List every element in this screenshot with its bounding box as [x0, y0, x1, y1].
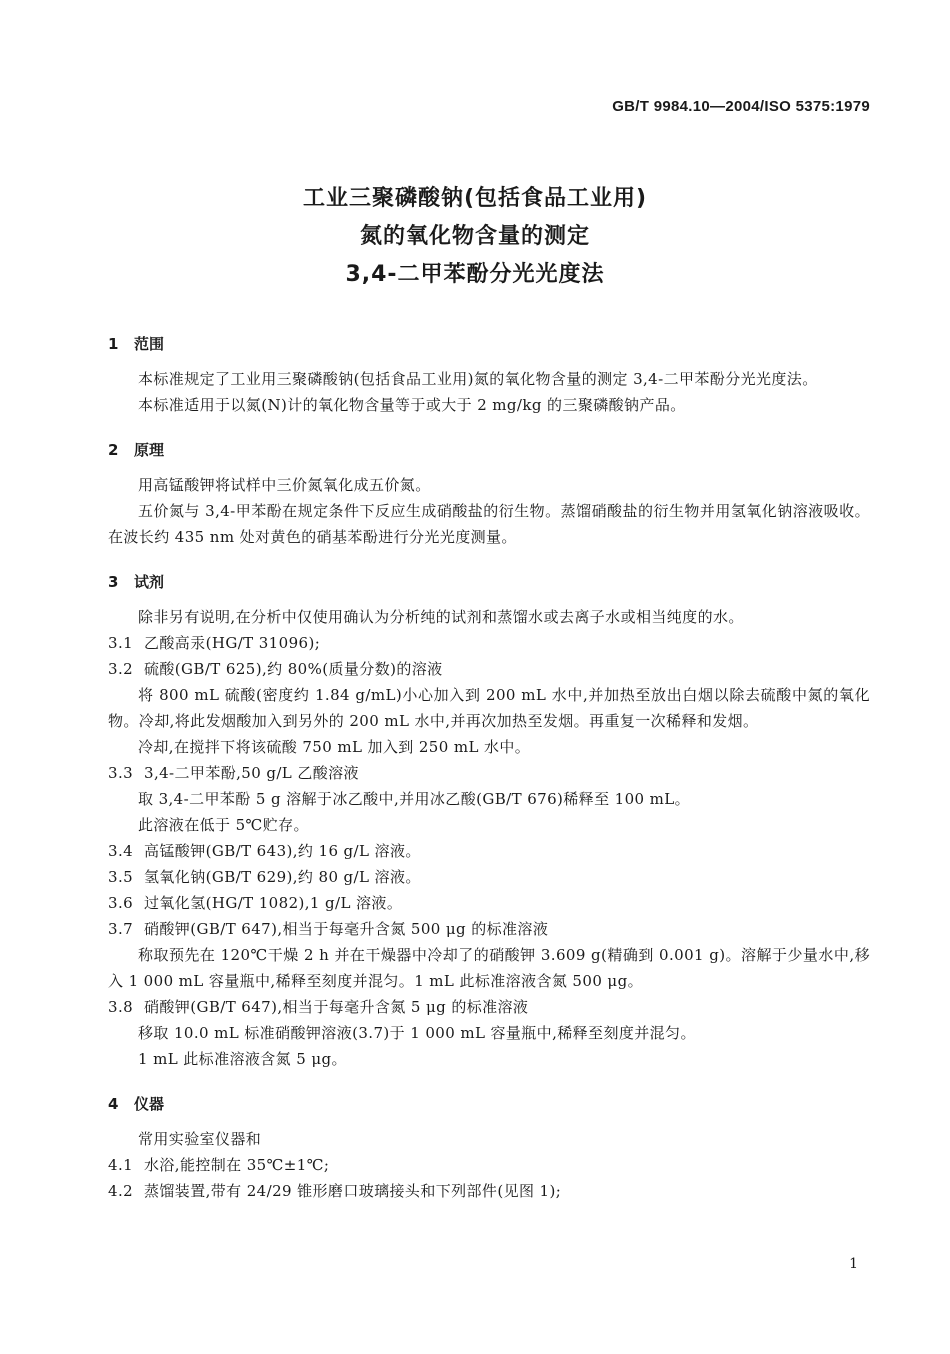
clause-3-4 [108, 838, 870, 864]
clause-3-5 [108, 864, 870, 890]
clause-number: 3.1 [108, 634, 134, 652]
clause-number: 3.5 [108, 868, 134, 886]
paragraph: 本标准规定了工业用三聚磷酸钠(包括食品工业用)氮的氧化物含量的测定 3,4-二甲苯酚分光光度法。 [138, 370, 818, 388]
paragraph: 冷却,在搅拌下将该硫酸 750 mL 加入到 250 mL 水中。 [138, 738, 531, 756]
clause-text: 高锰酸钾(GB/T 643),约 16 g/L 溶液。 [144, 842, 421, 860]
clause-number: 3.8 [108, 998, 134, 1016]
paragraph: 将 800 mL 硫酸(密度约 1.84 g/mL)小心加入到 200 mL 水中,并加热至放出白烟以除去硫酸中氮的氧化物。冷却,将此发烟酸加入到另外的 200 mL 水中,并再次加热至发烟。再重复一次稀释和发烟。 [108, 686, 870, 730]
section-1-heading [108, 330, 870, 358]
paragraph: 除非另有说明,在分析中仅使用确认为分析纯的试剂和蒸馏水或去离子水或相当纯度的水。 [138, 608, 744, 626]
document-body [108, 330, 870, 1204]
clause-text: 乙酸高汞(HG/T 31096); [144, 634, 321, 652]
clause-4-2 [108, 1178, 870, 1204]
title-line-1: 工业三聚磷酸钠(包括食品工业用) [302, 186, 648, 211]
page-number: 1 [849, 1256, 858, 1272]
paragraph: 移取 10.0 mL 标准硝酸钾溶液(3.7)于 1 000 mL 容量瓶中,稀释至刻度并混匀。 [138, 1024, 696, 1042]
clause-number: 3.6 [108, 894, 134, 912]
section-2-heading [108, 436, 870, 464]
clause-4-1 [108, 1152, 870, 1178]
section-4-heading [108, 1090, 870, 1118]
section-title: 试剂 [134, 573, 165, 591]
clause-number: 3.2 [108, 660, 134, 678]
clause-3-1 [108, 630, 870, 656]
paragraph: 用高锰酸钾将试样中三价氮氧化成五价氮。 [138, 476, 431, 494]
section-number: 1 [108, 335, 119, 353]
clause-text: 水浴,能控制在 35℃±1℃; [144, 1156, 330, 1174]
clause-3-7 [108, 916, 870, 942]
section-number: 2 [108, 441, 119, 459]
document-title [0, 180, 950, 294]
clause-text: 过氧化氢(HG/T 1082),1 g/L 溶液。 [144, 894, 403, 912]
paragraph: 本标准适用于以氮(N)计的氧化物含量等于或大于 2 mg/kg 的三聚磷酸钠产品。 [138, 396, 686, 414]
clause-3-3 [108, 760, 870, 786]
section-title: 原理 [134, 441, 165, 459]
clause-3-2 [108, 656, 870, 682]
clause-number: 3.7 [108, 920, 134, 938]
paragraph: 此溶液在低于 5℃贮存。 [138, 816, 309, 834]
section-3-heading [108, 568, 870, 596]
clause-number: 3.4 [108, 842, 134, 860]
clause-3-8 [108, 994, 870, 1020]
clause-number: 4.2 [108, 1182, 134, 1200]
title-line-2: 氮的氧化物含量的测定 [359, 224, 590, 249]
paragraph: 称取预先在 120℃干燥 2 h 并在干燥器中冷却了的硝酸钾 3.609 g(精确到 0.001 g)。溶解于少量水中,移入 1 000 mL 容量瓶中,稀释至刻度并混匀。1 mL 此标准溶液含氮 500 μg。 [108, 946, 870, 990]
title-line-3: 3,4-二甲苯酚分光光度法 [345, 262, 605, 287]
clause-number: 3.3 [108, 764, 134, 782]
clause-text: 氢氧化钠(GB/T 629),约 80 g/L 溶液。 [144, 868, 421, 886]
clause-number: 4.1 [108, 1156, 134, 1174]
paragraph: 五价氮与 3,4-甲苯酚在规定条件下反应生成硝酸盐的衍生物。蒸馏硝酸盐的衍生物并用氢氧化钠溶液吸收。在波长约 435 nm 处对黄色的硝基苯酚进行分光光度测量。 [108, 502, 870, 546]
paragraph: 常用实验室仪器和 [138, 1130, 262, 1148]
clause-text: 蒸馏装置,带有 24/29 锥形磨口玻璃接头和下列部件(见图 1); [144, 1182, 562, 1200]
section-title: 范围 [134, 335, 165, 353]
paragraph: 取 3,4-二甲苯酚 5 g 溶解于冰乙酸中,并用冰乙酸(GB/T 676)稀释至 100 mL。 [138, 790, 691, 808]
section-number: 3 [108, 573, 119, 591]
clause-text: 硝酸钾(GB/T 647),相当于每毫升含氮 5 μg 的标准溶液 [144, 998, 529, 1016]
clause-text: 3,4-二甲苯酚,50 g/L 乙酸溶液 [144, 764, 359, 782]
paragraph: 1 mL 此标准溶液含氮 5 μg。 [138, 1050, 347, 1068]
section-title: 仪器 [134, 1095, 165, 1113]
clause-text: 硝酸钾(GB/T 647),相当于每毫升含氮 500 μg 的标准溶液 [144, 920, 549, 938]
standard-code: GB/T 9984.10—2004/ISO 5375:1979 [612, 98, 870, 115]
clause-text: 硫酸(GB/T 625),约 80%(质量分数)的溶液 [144, 660, 443, 678]
section-number: 4 [108, 1095, 119, 1113]
clause-3-6 [108, 890, 870, 916]
